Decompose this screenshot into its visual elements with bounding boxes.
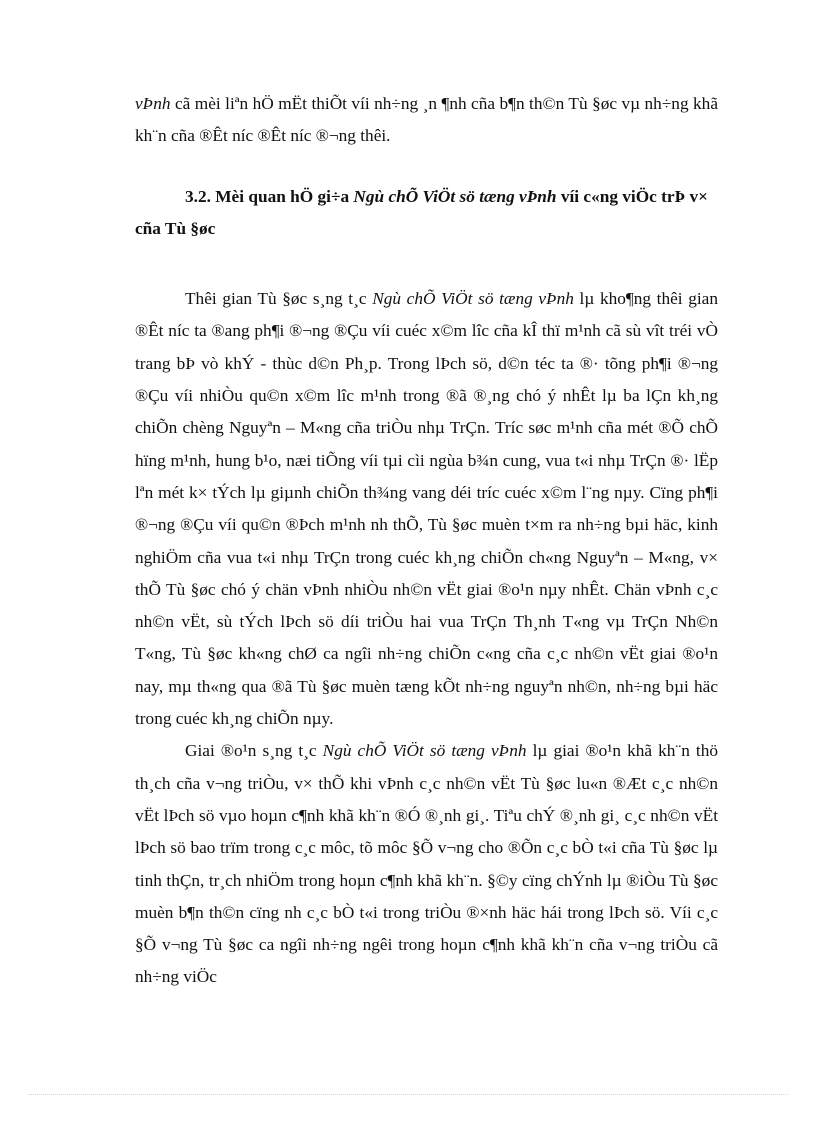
paragraph-text: lµ kho¶ng thêi gian ®Êt níc ta ®ang ph¶i ®¬ng ®Çu víi cuéc x©m lîc cña kÎ thï m¹nh cã sù vît tréi vÒ trang bÞ vò khÝ - thùc d©n Ph¸p. Trong lÞch sö, d©n téc ta ®· tõng ph¶i ®¬ng ®Çu víi nhiÒu qu©n x©m lîc m¹nh trong ®ã ®¸ng chó ý nhÊt lµ ba lÇn kh¸ng chiÕn chèng Nguyªn – M«ng cña triÒu nhµ TrÇn. Tríc søc m¹nh cña mét ®Õ chÕ hïng m¹nh, hung b¹o, næi tiÕng víi tµi cìi ngùa b¾n cung, vua t«i nhµ TrÇn ®· lËp lªn mét k× tÝch lµ giµnh chiÕn th¾ng vang déi tríc cuéc x©m l¨ng nµy. Cïng ph¶i ®¬ng ®Çu víi qu©n ®Þch m¹nh nh thÕ, Tù §øc muèn t×m ra nh÷ng bµi häc, kinh nghiÖm cña vua t«i nhµ TrÇn trong cuéc kh¸ng chiÕn ch«ng Nguyªn – M«ng, v× thÕ Tù §øc chó ý chän vÞnh nhiÒu nh©n vËt giai ®o¹n nµy nhÊt. Chän vÞnh c¸c nh©n vËt, sù tÝch lÞch sö díi triÒu hai vua TrÇn Th¸nh T«ng vµ TrÇn Nh©n T«ng, Tù §øc kh«ng chØ ca ngîi nh÷ng chiÕn c«ng cña c¸c nh©n vËt giai ®o¹n nay, mµ th«ng qua ®ã Tù §øc muèn tæng kÕt nh÷ng nguyªn nh©n, nh÷ng bµi häc trong cuéc kh¸ng chiÕn nµy. <box>135 289 718 729</box>
spacer <box>135 153 718 181</box>
paragraph-text: Giai ®o¹n s¸ng t¸c <box>185 741 323 761</box>
heading-prefix: 3.2. Mèi quan hÖ gi÷a <box>185 186 354 206</box>
section-heading <box>135 181 718 246</box>
footer-divider <box>28 1094 788 1095</box>
paragraph <box>135 283 718 735</box>
heading-italic-title: Ngù chÕ ViÖt sö tæng vÞnh <box>353 186 557 206</box>
document-body <box>135 88 718 994</box>
italic-title: Ngù chÕ ViÖt sö tæng vÞnh <box>372 289 574 309</box>
paragraph-continuation <box>135 88 718 153</box>
spacer <box>135 245 718 283</box>
heading-suffix: víi c«ng viÖc trÞ v× cña Tù §øc <box>135 186 708 238</box>
paragraph-text: Thêi gian Tù §øc s¸ng t¸c <box>185 289 373 309</box>
paragraph <box>135 735 718 993</box>
paragraph-text: cã mèi liªn hÖ mËt thiÕt víi nh÷ng ¸n ¶nh cña b¶n th©n Tù §øc vµ nh÷ng khã kh¨n cña ®Êt níc ®Êt níc ®¬ng thêi. <box>135 94 718 146</box>
paragraph-text: lµ giai ®o¹n khã kh¨n thö th¸ch cña v¬ng triÒu, v× thÕ khi vÞnh c¸c nh©n vËt Tù §øc lu«n ®Æt c¸c nh©n vËt lÞch sö vµo hoµn c¶nh khã kh¨n ®Ó ®¸nh gi¸. Tiªu chÝ ®¸nh gi¸ c¸c nh©n vËt lÞch sö bao trïm trong c¸c môc, tõ môc §Õ v¬ng cho ®Õn c¸c bÒ t«i cña Tù §øc lµ tinh thÇn, tr¸ch nhiÖm trong hoµn c¶nh khã kh¨n. §©y cïng chÝnh lµ ®iÒu Tù §øc muèn b¶n th©n cïng nh c¸c bÒ t«i trong triÒu ®×nh häc hái trong lÞch sö. Víi c¸c §Õ v¬ng Tù §øc ca ngîi nh÷ng ngêi trong hoµn c¶nh khã kh¨n cña v¬ng triÒu cã nh÷ng viÖc <box>135 741 718 987</box>
italic-phrase: vÞnh <box>135 94 171 113</box>
italic-title: Ngù chÕ ViÖt sö tæng vÞnh <box>322 741 527 761</box>
